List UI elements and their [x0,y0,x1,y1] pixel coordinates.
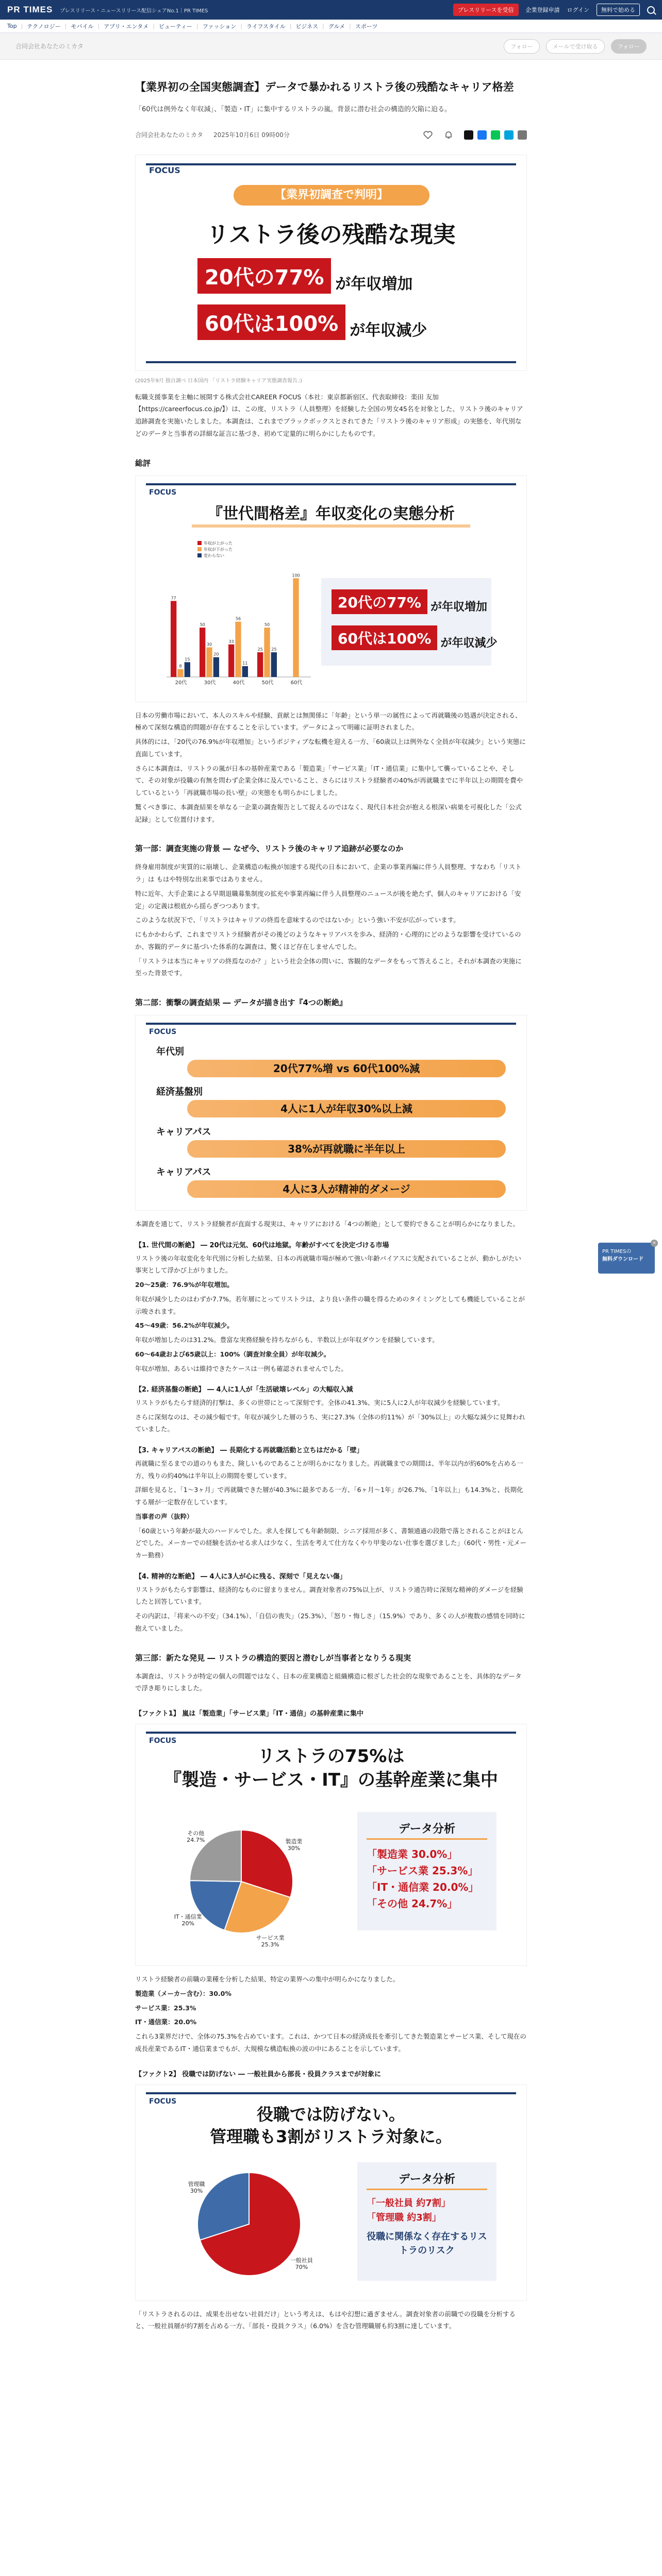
paragraph: IT・通信業：20.0% [135,2018,197,2026]
panel-item: 「一般社員 約7割」 [367,2197,451,2209]
like-icon[interactable] [423,130,433,140]
paragraph: 特に近年、大手企業による早期退職募集制度の拡充や事業再編に伴う人員整理のニュースが後を絶たず、個人のキャリアにおける「安定」の定義は根底から揺らぎつつあります。 [135,889,521,910]
pie-value-label: 20% [181,1920,194,1927]
generation-gap-chart [135,476,527,702]
legend-item [197,553,224,558]
category-bar: Top | テクノロジー | モバイル | アプリ・エンタメ | ビューティー | ファッション | ライフスタイル | ビジネス | グルメ | スポーツ [0,20,662,33]
header-tagline: プレスリリース・ニュースリリース配信シェアNo.1｜PR TIMES [60,8,208,14]
bar-value-label: 20 [213,652,219,657]
bar-value-label: 11 [242,660,248,666]
gap-label: 経済基盤別 [156,1087,203,1098]
legend-label: 変わらない [204,553,224,558]
sec2-text [135,1218,527,1635]
industry-pie-chart [156,1807,326,1956]
bar-value-label: 25 [271,647,277,652]
quote: 「60歳という年齢が最大のハードルでした。求人を探しても年齢制限、シニア採用が多く、書類通過の段階で落とされることがほとんどでした。メーカーでの経験を活かせる求人は少なく、生活を考えて仕方なくやり甲斐のない仕事を選びました」（60代・男性・元メーカー勤務） [135,1527,527,1560]
paragraph: サービス業：25.3% [135,2004,196,2012]
article-title: 【業界初の全国実態調査】データで暴かれるリストラ後の残酷なキャリア格差 [135,81,514,93]
x-tick-label: 60代 [290,680,303,686]
gap-bar: 38%が再就職に半年以上 [187,1140,506,1158]
pie-label: サービス業 [256,1934,285,1941]
pie-label: 一般社員 [290,2257,313,2264]
bar-value-label: 15 [185,656,190,662]
close-icon[interactable]: × [651,1240,658,1247]
focus-logo: FOCUS [149,1737,177,1745]
pie-value-label: 25.3% [261,1941,279,1948]
receive-button[interactable]: プレスリリースを受信 [453,4,519,16]
bar [200,628,205,677]
hatena-share-icon[interactable] [504,130,514,140]
bar [257,652,263,677]
panel-title: データ分析 [367,2171,487,2190]
article [135,60,527,2332]
quote-heading: 当事者の声（抜粋） [135,1512,193,1520]
paragraph: さらに本調査は、リストラの嵐が日本の基幹産業である「製造業」「サービス業」「IT・通信業」に集中して襲っていることや、そして、その対象が役職の有無を問わず企業全体に及んでいること、さらにはリストラ経験者の40%が再就職までに半年以上の期間を費やしているという「再就職市場の長い壁」の実態をも明らかにしました。 [135,764,523,797]
category-item[interactable]: テクノロジー [27,23,61,30]
top-header [0,0,662,20]
hero-stat-suffix: が年収減少 [350,321,427,340]
category-item[interactable]: アプリ・エンタメ [104,23,149,30]
panel-item: 「IT・通信業 20.0%」 [367,1881,479,1894]
category-item[interactable]: ライフスタイル [246,23,286,30]
pie-label: 管理職 [188,2180,205,2188]
category-item[interactable]: スポーツ [355,23,378,30]
category-item[interactable]: ビジネス [295,23,319,30]
paragraph: 本調査を通じて、リストラ経験者が直面する現実は、キャリアにおける「4つの断絶」として要約できることが明らかになりました。 [135,1220,519,1228]
bell-icon[interactable] [443,130,454,140]
bar-value-label: 25 [257,647,263,652]
article-meta [135,130,527,140]
intro-text [135,391,527,440]
fact2-text [135,2308,527,2333]
legend-label: 年収が下がった [204,547,233,552]
fact-heading: 【ファクト2】 役職では防げない ― 一般社員から部長・役員クラスまでが対象に [135,2070,381,2078]
focus-logo: FOCUS [149,2097,177,2106]
hero-image [135,155,527,371]
paragraph: 詳細を見ると、「1〜3ヶ月」で再就職できた層が40.3%に最多である一方、「6ヶ月〜1年」が26.7%、「1年以上」も14.3%と、長期化する層が一定数存在しています。 [135,1486,523,1506]
panel-note: 役職に関係なく存在するリストラのリスク [367,2231,487,2257]
gap-label: キャリアパス [156,1127,211,1138]
focus-logo: FOCUS [149,1028,177,1037]
summary-text [135,709,527,826]
chart-title: 『世代間格差』年収変化の実態分析 [136,501,526,528]
paragraph: 転職支援事業を主軸に展開する株式会社CAREER FOCUS（本社：東京都新宿区、代表取締役：楽田 友加【https://careerfocus.co.jp/】）は、この度、リストラ（人員整理）を経験した全国の男女45名を対象とした、リストラ後のキャリア追跡調査を実施いたしました。本調査は、これまでブラックボックスとされてきた「リストラ後のキャリア形成」の実態を、年代別などのデータと当事者の詳細な証言に基づき、初めて定量的に明らかにしたものです。 [135,393,523,437]
pie-value-label: 30% [287,1845,301,1852]
bar [228,644,234,676]
paragraph: 60〜64歳および65歳以上：100%（調査対象全員）が年収減少。 [135,1350,330,1358]
paragraph: その内訳は、「将来への不安」（34.1%）、「自信の喪失」（25.3%）、「怒り・悔しさ」（15.9%）であり、多くの人が複数の感情を同時に抱えていました。 [135,1612,525,1632]
panel-item: 「サービス業 25.3%」 [367,1865,478,1877]
paragraph: 具体的には、「20代の76.9%が年収増加」というポジティブな転機を迎える一方、「60歳以上は例外なく全員が年収減少」という実態に直面しています。 [135,738,526,758]
company-bar [0,33,662,60]
section-heading: 総評 [135,458,151,468]
gap-bar: 4人に1人が年収30%以上減 [187,1100,506,1117]
pie-value-label: 70% [295,2263,308,2270]
subsection-heading: 【2. 経済基盤の断絶】 ― 4人に1人が「生活破壊レベル」の大幅収入減 [135,1386,353,1394]
subsection-heading: 【1. 世代間の断絶】 ― 20代は元気、60代は地獄。年齢がすべてを決定づける市場 [135,1241,389,1249]
bar-value-label: 77 [171,596,176,601]
download-banner[interactable] [598,1243,655,1274]
banner-title: PR TIMESの [602,1249,632,1255]
bar-value-label: 56 [235,616,241,621]
section-heading: 第一部：調査実施の背景 ― なぜ今、リストラ後のキャリア追跡が必要なのか [135,844,404,854]
position-pie-card [135,2084,527,2301]
paragraph: 再就職に至るまでの道のりもまた、険しいものであることが明らかになりました。再就職までの期間は、半年以内が約60%を占める一方、残りの約40%は半年以上の期間を要しています。 [135,1459,523,1480]
position-pie-chart [167,2157,332,2291]
focus-logo: FOCUS [149,488,177,497]
x-share-icon[interactable] [464,130,473,140]
category-item[interactable]: Top [7,23,17,29]
bar [213,657,219,676]
follow-button[interactable]: フォロー [611,39,647,54]
subsection-heading: 【4. 精神的な断絶】 ― 4人に3人が心に残る、深刻で「見えない傷」 [135,1572,346,1581]
paragraph: 本調査は、リストラが特定の個人の問題ではなく、日本の産業構造と組織構造に根ざした社会的な現象であることを、具体的なデータで浮き彫りにしました。 [135,1672,522,1692]
pie-value-label: 24.7% [187,1837,205,1844]
four-gaps-graphic [135,1015,527,1211]
legend-label: 年収が上がった [204,540,233,546]
paragraph: リストラがもたらす影響は、経済的なものに留まりません。調査対象者の75%以上が、リストラ通告時に深刻な精神的ダメージを経験したと回答しています。 [135,1585,523,1606]
chart-stat-box: 20代の77% [332,589,427,614]
bar [206,647,212,677]
image-caption: (2025年9月 独自調べ 日本国内 「リストラ経験キャリア実態調査報告」) [135,378,302,384]
start-free-button[interactable]: 無料で始める [597,4,640,16]
paragraph: 日本の労働市場において、本人のスキルや経験、貢献とは無関係に「年齢」という単一の属性によって再就職後の処遇が決定される、極めて深刻な構造的問題が存在することを示しています。データによって明確に証明されました。 [135,711,522,732]
company-register-link[interactable]: 企業登録申請 [525,7,560,13]
banner-subtitle: 無料ダウンロード [602,1257,643,1262]
paragraph: 年収が減少したのはわずか7.7%。若年層にとってリストラは、より良い条件の職を得るためのタイミングとしても機能していることが示唆されます。 [135,1295,525,1315]
paragraph: リストラ経験者の前職の業種を分析した結果、特定の業界への集中が明らかになりました。 [135,1975,400,1984]
bar [271,652,277,677]
paragraph: 年収が増加したのは31.2%。豊富な実務経験を持ちながらも、半数以上が年収ダウンを経験しています。 [135,1336,439,1344]
panel-item: 「管理職 約3割」 [367,2212,441,2224]
category-item[interactable]: ファッション [202,23,237,30]
section-heading: 第三部：新たな発見 ― リストラの構造的要因と潜むしが当事者となりうる現実 [135,1653,411,1663]
paragraph: 製造業（メーカー含む）：30.0% [135,1989,231,1997]
pie-title [136,2104,526,2148]
bar [293,578,299,677]
panel-item: 「その他 24.7%」 [367,1897,458,1910]
share-buttons [464,130,527,140]
paragraph: 45〜49歳：56.2%が年収減少。 [135,1321,234,1330]
paragraph: 20〜25歳：76.9%が年収増加。 [135,1281,234,1289]
follow-pill[interactable]: フォロー [504,39,539,54]
hero-tag: 【業界初調査で判明】 [234,185,429,206]
bar-chart [151,538,316,692]
x-tick-label: 20代 [175,680,187,686]
pie-title [136,1745,526,1792]
chart-stat-suffix: が年収減少 [440,636,498,650]
link-copy-icon[interactable] [518,130,527,140]
legend-item [197,540,233,546]
x-tick-label: 50代 [261,680,274,686]
hero-stat-box: 20代の77% [197,258,331,294]
paragraph: リストラ後の年収変化を年代別に分析した結果、日本の再就職市場が極めて強い年齢バイアスに支配されていることが、動かしがたい事実として浮かび上がりました。 [135,1254,521,1275]
panel-item: 「製造業 30.0%」 [367,1848,458,1861]
industry-pie-card [135,1724,527,1966]
paragraph: これら3業界だけで、全体の75.3%を占めています。これは、かつて日本の経済成長を牽引してきた製造業とサービス業、そして現在の成長産業であるIT・通信業までもが、大規模な構造転換の波の中にあることを示しています。 [135,2032,526,2053]
publish-date: 2025年10月6日 09時00分 [213,131,290,139]
gap-bar: 4人に3人が精神的ダメージ [187,1180,506,1198]
paragraph: 「リストラされるのは、成果を出せない社員だけ」という考えは、もはや幻想に過ぎません。調査対象者の前職での役職を分析すると、一般社員層が約7割を占める一方、「部長・役員クラス」（6.0%）を含む管理職層も約3割に達しています。 [135,2310,516,2330]
legend-item [197,547,233,552]
line-share-icon[interactable] [491,130,500,140]
chart-stat-suffix: が年収増加 [431,600,488,614]
prtimes-logo[interactable]: PR TIMES [7,5,53,14]
data-analysis-panel [357,1812,496,1930]
chart-stat-box: 60代は100% [332,625,437,650]
x-tick-label: 40代 [233,680,245,686]
paragraph: 終身雇用制度が実質的に崩壊し、企業構造の転換が加速する現代の日本において、企業の事業再編に伴う人員整理、すなわち「リストラ」は もはや特別な出来事ではありません。 [135,863,522,884]
data-analysis-panel [357,2162,496,2281]
company-name[interactable]: 合同会社あなたのミカタ [15,43,84,50]
gap-bar: 20代77%増 vs 60代100%減 [187,1060,506,1077]
paragraph: リストラがもたらす経済的打撃は、多くの世帯にとって深刻です。全体の41.3%、実に5人に2人が年収減少を経験しています。 [135,1398,504,1406]
bar [242,666,248,677]
focus-logo: FOCUS [149,165,180,175]
paragraph: にもかかわらず、これまでリストラ経験者がその後どのようなキャリアパスを歩み、経済的・心理的にどのような影響を受けているのか、客観的データに基づいた体系的な調査は、驚くほど存在しませんでした。 [135,930,521,951]
paragraph: このような状況下で、「リストラはキャリアの終焉を意味するのではないか」という強い不安が広がっています。 [135,916,460,924]
hero-stat-box: 60代は100% [197,304,345,340]
pie-title-line: リストラの75%は [257,1746,405,1767]
author[interactable]: 合同会社あなたのミカタ [135,131,204,139]
bar [235,621,241,676]
bar-value-label: 50 [264,622,270,627]
sec1-text [135,861,527,979]
mail-pill[interactable]: メールで受け取る [546,39,605,54]
subsection-heading: 【3. キャリアパスの断絶】 ― 長期化する再就職活動と立ちはだかる「壁」 [135,1447,363,1455]
pie-label: その他 [187,1830,205,1837]
login-link[interactable]: ログイン [567,7,589,13]
hero-headline: リストラ後の残酷な現実 [206,221,456,248]
pie-value-label: 30% [190,2187,203,2194]
bar-value-label: 50 [200,622,205,627]
gap-label: キャリアパス [156,1167,211,1178]
section-heading: 第二部：衝撃の調査結果 ― データが描き出す『4つの断絶』 [135,998,347,1008]
pie-label: IT・通信業 [174,1913,202,1921]
bar [171,601,176,677]
category-item[interactable]: ビューティー [158,23,193,30]
bar-value-label: 30 [206,642,212,647]
article-lead: 「60代は例外なく年収減」、「製造・IT」に集中するリストラの嵐。背景に潜む社会の構造的欠陥に迫る。 [135,105,452,113]
gap-label: 年代別 [156,1046,184,1058]
category-item[interactable]: グルメ [328,23,345,30]
facebook-share-icon[interactable] [477,130,487,140]
fact1-text [135,1973,527,2055]
pie-title-line: 役職では防げない。 [256,2104,405,2124]
pie-title-line: 『製造・サービス・IT』の基幹産業に集中 [164,1769,498,1790]
pie-title-line: 管理職も3割がリストラ対象に。 [210,2126,452,2146]
bar [264,628,270,677]
paragraph: さらに深刻なのは、その減少幅です。年収が減少した層のうち、実に27.3%（全体の約11%）が「30%以上」の大幅な減少に見舞われていました。 [135,1413,525,1433]
bar [177,669,183,676]
bar-value-label: 8 [179,664,182,669]
panel-title: データ分析 [367,1820,487,1840]
search-icon[interactable] [647,6,655,14]
hero-stat-suffix: が年収増加 [335,275,413,293]
bar-value-label: 33 [228,639,234,644]
bar-value-label: 100 [292,572,300,578]
bar [185,662,190,677]
paragraph: 「リストラは本当にキャリアの終焉なのか？」という社会全体の問いに、客観的なデータをもって答えること。それが本調査の実施に至った背景です。 [135,957,522,977]
pie-label: 製造業 [285,1838,303,1845]
category-item[interactable]: モバイル [71,23,94,30]
fact-heading: 【ファクト1】 嵐は「製造業」「サービス業」「IT・通信」の基幹産業に集中 [135,1710,364,1718]
paragraph: 年収が増加、あるいは維持できたケースは一例も確認されませんでした。 [135,1364,347,1372]
paragraph: 驚くべき事に、本調査結果を単なる一企業の調査報告として捉えるのではなく、現代日本社会が抱える根深い病巣を可視化した「公式記録」として位置付けます。 [135,803,522,823]
x-tick-label: 30代 [204,680,216,686]
